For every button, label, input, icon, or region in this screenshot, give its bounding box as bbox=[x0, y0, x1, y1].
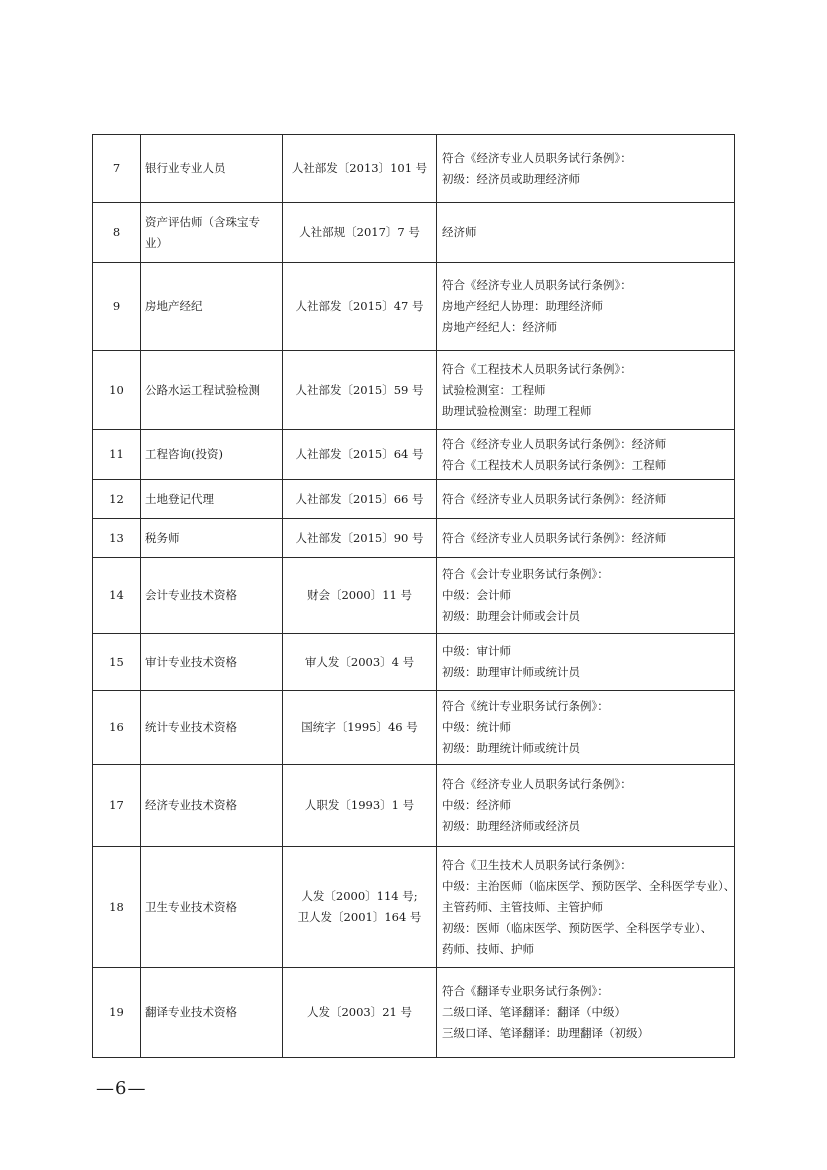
requirement-line: 药师、技师、护师 bbox=[442, 941, 534, 956]
row-number: 17 bbox=[93, 765, 141, 847]
requirement-line: 助理试验检测室：助理工程师 bbox=[442, 403, 592, 418]
document-reference bbox=[283, 558, 437, 634]
document-reference-line: 人社部发〔2015〕66 号 bbox=[295, 491, 424, 506]
requirement-line: 符合《卫生技术人员职务试行条例》： bbox=[442, 857, 632, 872]
table-row bbox=[93, 430, 735, 480]
row-number: 16 bbox=[93, 691, 141, 765]
qualification-name-text: 资产评估师（含珠宝专业） bbox=[145, 214, 260, 250]
qualification-name-text: 银行业专业人员 bbox=[145, 161, 226, 175]
page-number: —6— bbox=[96, 1078, 147, 1099]
requirement-line: 符合《经济专业人员职务试行条例》：经济师 bbox=[442, 491, 667, 506]
requirement-line: 房地产经纪人：经济师 bbox=[442, 320, 557, 334]
qualification-name-text: 房地产经纪 bbox=[145, 299, 203, 313]
requirement-line: 中级：会计师 bbox=[442, 588, 511, 602]
requirement-line: 主管药师、主管技师、主管护师 bbox=[442, 899, 603, 914]
requirement-line: 初级：助理经济师或经济员 bbox=[442, 819, 580, 833]
row-number: 13 bbox=[93, 519, 141, 558]
qualification-name-text: 统计专业技术资格 bbox=[145, 720, 237, 734]
requirement-line: 中级：审计师 bbox=[442, 644, 511, 658]
requirement-line: 初级：助理会计师或会计员 bbox=[442, 609, 580, 623]
table-row bbox=[93, 968, 735, 1058]
document-reference-line: 财会〔2000〕11 号 bbox=[306, 588, 413, 602]
requirement bbox=[437, 135, 735, 203]
requirement-line: 房地产经纪人协理：助理经济师 bbox=[442, 299, 603, 313]
row-number: 10 bbox=[93, 351, 141, 430]
requirement-line: 初级：医师（临床医学、预防医学、全科医学专业）、 bbox=[442, 920, 713, 935]
qualification-name bbox=[141, 430, 283, 480]
row-number: 9 bbox=[93, 263, 141, 351]
document-reference bbox=[283, 430, 437, 480]
qualification-name-text: 卫生专业技术资格 bbox=[145, 899, 237, 914]
requirement-line: 符合《经济专业人员职务试行条例》： bbox=[442, 278, 632, 292]
qualification-name-text: 翻译专业技术资格 bbox=[145, 1005, 237, 1019]
requirement-line: 经济师 bbox=[442, 225, 477, 239]
requirement-line: 初级：经济员或助理经济师 bbox=[442, 171, 580, 186]
requirement-line: 三级口译、笔译翻译：助理翻译（初级） bbox=[442, 1026, 649, 1040]
requirement-line: 符合《翻译专业职务试行条例》： bbox=[442, 984, 609, 998]
document-reference bbox=[283, 634, 437, 691]
requirement-line: 初级：助理审计师或统计员 bbox=[442, 665, 580, 679]
requirement-line: 中级：统计师 bbox=[442, 720, 511, 734]
row-number: 12 bbox=[93, 480, 141, 519]
document-reference-line: 人发〔2000〕114 号; bbox=[301, 889, 418, 903]
qualification-name-text: 工程咨询(投资) bbox=[145, 447, 223, 461]
requirement-line: 符合《工程技术人员职务试行条例》： bbox=[442, 361, 632, 376]
requirement bbox=[437, 351, 735, 430]
document-reference-line: 人社部发〔2015〕47 号 bbox=[295, 299, 424, 313]
qualification-name bbox=[141, 203, 283, 263]
qualification-name-text: 公路水运工程试验检测 bbox=[145, 382, 260, 397]
qualification-name bbox=[141, 519, 283, 558]
qualification-name bbox=[141, 558, 283, 634]
requirement bbox=[437, 847, 735, 968]
requirement-line: 符合《统计专业职务试行条例》： bbox=[442, 699, 609, 713]
qualification-name-text: 审计专业技术资格 bbox=[145, 654, 237, 669]
table-row bbox=[93, 351, 735, 430]
requirement bbox=[437, 558, 735, 634]
document-reference bbox=[283, 203, 437, 263]
requirement-line: 符合《经济专业人员职务试行条例》： bbox=[442, 150, 632, 165]
qualification-name bbox=[141, 847, 283, 968]
row-number: 11 bbox=[93, 430, 141, 480]
document-reference bbox=[283, 135, 437, 203]
document-reference bbox=[283, 691, 437, 765]
requirement-line: 符合《工程技术人员职务试行条例》：工程师 bbox=[442, 457, 667, 472]
document-reference-line: 人社部发〔2015〕59 号 bbox=[295, 382, 424, 397]
table-row bbox=[93, 135, 735, 203]
table-row bbox=[93, 263, 735, 351]
row-number: 19 bbox=[93, 968, 141, 1058]
table-row bbox=[93, 203, 735, 263]
table-row bbox=[93, 847, 735, 968]
document-reference bbox=[283, 765, 437, 847]
row-number: 8 bbox=[93, 203, 141, 263]
requirement bbox=[437, 519, 735, 558]
requirement-line: 中级：经济师 bbox=[442, 798, 511, 812]
document-reference bbox=[283, 519, 437, 558]
qualification-name bbox=[141, 263, 283, 351]
document-reference-line: 人社部发〔2015〕64 号 bbox=[295, 447, 424, 461]
row-number: 7 bbox=[93, 135, 141, 203]
document-reference bbox=[283, 480, 437, 519]
requirement-line: 试验检测室：工程师 bbox=[442, 382, 546, 397]
document-reference bbox=[283, 351, 437, 430]
requirement bbox=[437, 968, 735, 1058]
document-reference bbox=[283, 968, 437, 1058]
document-reference-line: 审人发〔2003〕4 号 bbox=[304, 654, 415, 669]
requirement bbox=[437, 691, 735, 765]
document-reference bbox=[283, 263, 437, 351]
table-row bbox=[93, 765, 735, 847]
qualification-name bbox=[141, 691, 283, 765]
qualification-name-text: 会计专业技术资格 bbox=[145, 588, 237, 602]
document-reference-line: 国统字〔1995〕46 号 bbox=[301, 720, 418, 734]
table-row bbox=[93, 480, 735, 519]
requirement bbox=[437, 765, 735, 847]
document-reference-line: 卫人发〔2001〕164 号 bbox=[297, 910, 422, 924]
qualification-name-text: 税务师 bbox=[145, 530, 180, 545]
requirement bbox=[437, 480, 735, 519]
qualification-name bbox=[141, 351, 283, 430]
requirement-line: 符合《经济专业人员职务试行条例》： bbox=[442, 777, 632, 791]
requirement bbox=[437, 634, 735, 691]
row-number: 18 bbox=[93, 847, 141, 968]
qualification-name bbox=[141, 135, 283, 203]
qualification-name-text: 土地登记代理 bbox=[145, 491, 214, 506]
requirement-line: 初级：助理统计师或统计员 bbox=[442, 741, 580, 755]
requirement-line: 符合《会计专业职务试行条例》： bbox=[442, 567, 609, 581]
document-reference-line: 人社部发〔2015〕90 号 bbox=[295, 530, 424, 545]
document-reference-line: 人社部发〔2013〕101 号 bbox=[291, 161, 428, 175]
requirement bbox=[437, 430, 735, 480]
document-reference bbox=[283, 847, 437, 968]
row-number: 15 bbox=[93, 634, 141, 691]
qualification-name bbox=[141, 968, 283, 1058]
requirement bbox=[437, 203, 735, 263]
requirement bbox=[437, 263, 735, 351]
requirement-line: 中级：主治医师（临床医学、预防医学、全科医学专业）、 bbox=[442, 878, 736, 893]
document-reference-line: 人发〔2003〕21 号 bbox=[306, 1005, 413, 1019]
table-row bbox=[93, 558, 735, 634]
requirement-line: 二级口译、笔译翻译：翻译（中级） bbox=[442, 1005, 626, 1019]
document-reference-line: 人社部规〔2017〕7 号 bbox=[299, 225, 420, 239]
qualification-table bbox=[92, 134, 735, 1058]
qualification-name-text: 经济专业技术资格 bbox=[145, 798, 237, 812]
table-row bbox=[93, 691, 735, 765]
qualification-name bbox=[141, 765, 283, 847]
table-row bbox=[93, 634, 735, 691]
requirement-line: 符合《经济专业人员职务试行条例》：经济师 bbox=[442, 530, 667, 545]
requirement-line: 符合《经济专业人员职务试行条例》：经济师 bbox=[442, 436, 667, 451]
qualification-name bbox=[141, 480, 283, 519]
table-row bbox=[93, 519, 735, 558]
row-number: 14 bbox=[93, 558, 141, 634]
qualification-name bbox=[141, 634, 283, 691]
document-reference-line: 人职发〔1993〕1 号 bbox=[304, 798, 415, 812]
